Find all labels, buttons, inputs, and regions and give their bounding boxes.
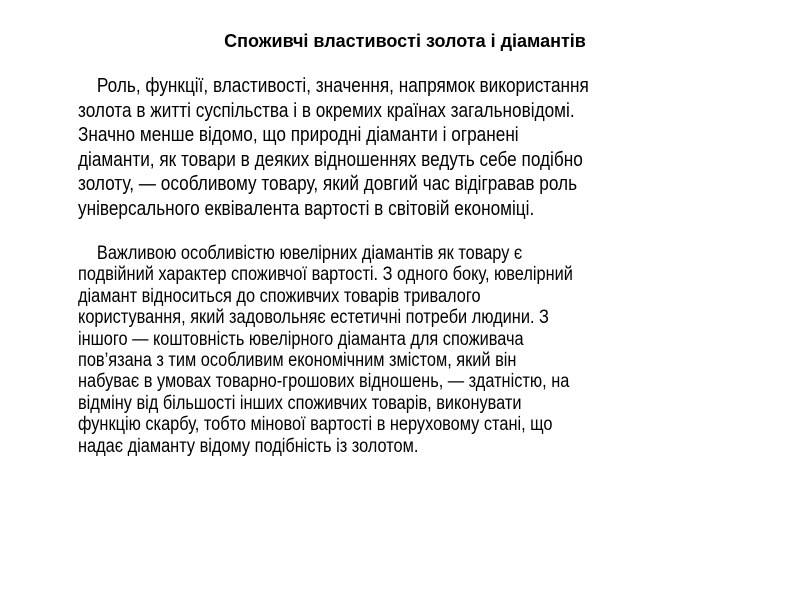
text-line: набуває в умовах товарно-грошових відношень, — здатністю, на <box>78 371 570 393</box>
text-line: Значно менше відомо, що природні діаманти і огранені <box>78 124 519 147</box>
slide-title: Споживчі властивості золота і діамантів <box>224 31 586 51</box>
text-line: золота в житті суспільства і в окремих країнах загальновідомі. <box>78 99 575 122</box>
paragraph-diamond-value <box>78 243 653 457</box>
text-line: надає діаманту відому подібність із золотом. <box>78 435 419 457</box>
text-line: користування, який задовольняє естетичні потреби людини. З <box>78 307 549 329</box>
text-line: іншого — коштовність ювелірного діаманта для споживача <box>78 328 524 350</box>
text-line: діамант відноситься до споживчих товарів тривалого <box>78 285 481 307</box>
text-line: Роль, функції, властивості, значення, напрямок використання <box>96 75 589 97</box>
paragraph-gold-role <box>78 74 672 222</box>
text-line: універсального еквівалента вартості в світовій економіці. <box>78 197 535 220</box>
text-line: відміну від більшості інших споживчих товарів, виконувати <box>78 392 522 414</box>
text-line: пов’язана з тим особливим економічним змістом, який він <box>78 349 517 371</box>
text-line: золоту, — особливому товару, який довгий час відігравав роль <box>78 173 578 196</box>
text-line: діаманти, як товари в деяких відношеннях ведуть себе подібно <box>78 148 583 171</box>
text-line: Важливою особливістю ювелірних діамантів як товару є <box>96 243 523 264</box>
text-line: подвійний характер споживчої вартості. З одного боку, ювелірний <box>78 264 573 286</box>
text-line: функцію скарбу, тобто мінової вартості в неруховому стані, що <box>78 414 553 436</box>
